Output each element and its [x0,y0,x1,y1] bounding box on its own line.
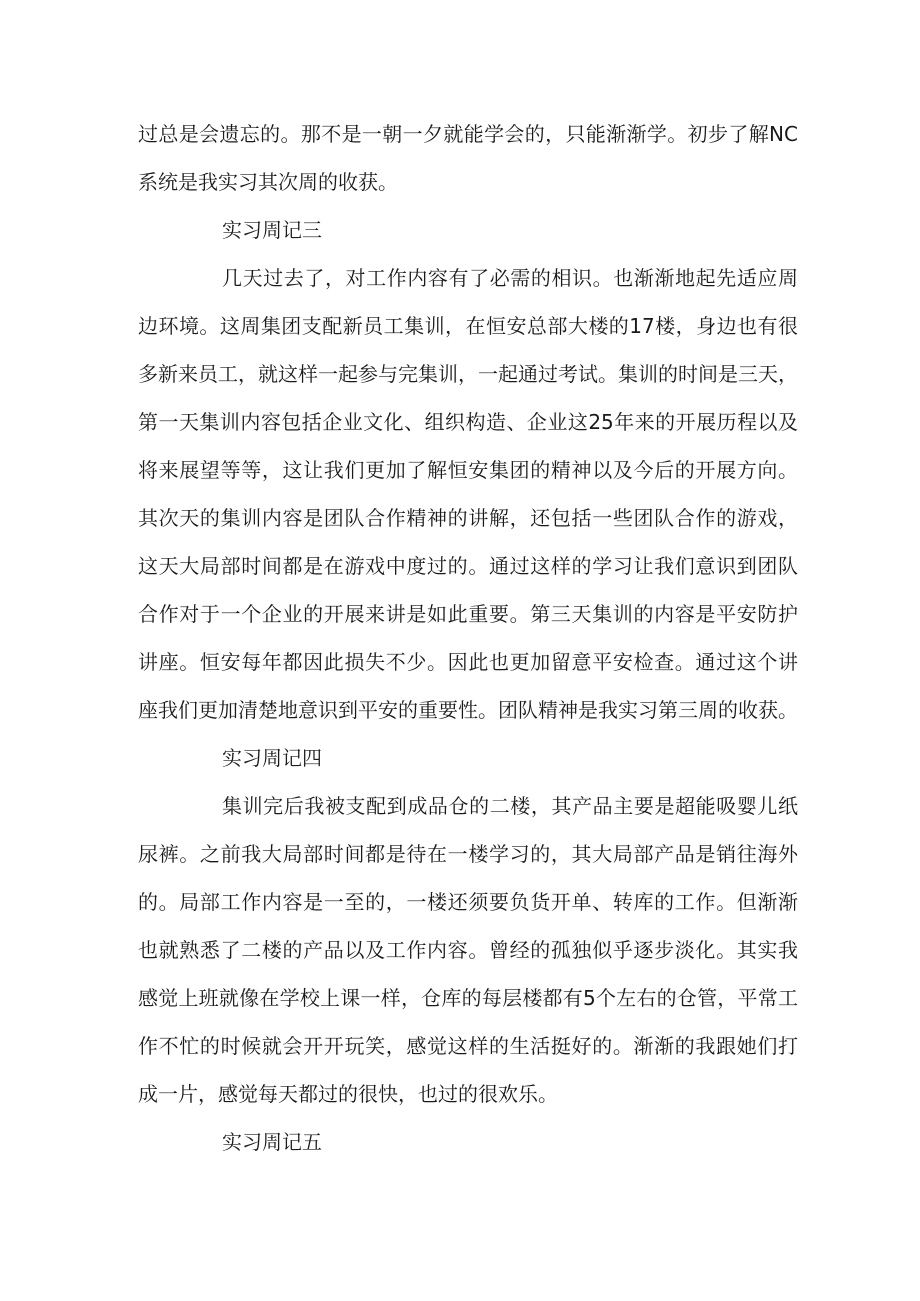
body-text-line: 集训完后我被支配到成品仓的二楼，其产品主要是超能吸婴儿纸 [222,794,798,818]
body-text-line: 尿裤。之前我大局部时间都是待在一楼学习的，其大局部产品是销往海外 [138,842,798,866]
body-text-line: 也就熟悉了二楼的产品以及工作内容。曾经的孤独似乎逐步淡化。其实我 [138,938,798,962]
body-text-line: 第一天集训内容包括企业文化、组织构造、企业这25年来的开展历程以及 [138,410,798,434]
body-text-line: 系统是我实习其次周的收获。 [138,170,398,194]
body-text-line: 作不忙的时候就会开开玩笑，感觉这样的生活挺好的。渐渐的我跟她们打 [138,1034,798,1058]
body-text-line: 这天大局部时间都是在游戏中度过的。通过这样的学习让我们意识到团队 [138,554,798,578]
section-heading-week-4: 实习周记四 [222,746,322,770]
body-text-line: 几天过去了，对工作内容有了必需的相识。也渐渐地起先适应周 [222,266,798,290]
body-text-line: 感觉上班就像在学校上课一样，仓库的每层楼都有5个左右的仓管，平常工 [138,986,798,1010]
body-text-line: 座我们更加清楚地意识到平安的重要性。团队精神是我实习第三周的收获。 [138,698,798,722]
body-text-line: 其次天的集训内容是团队合作精神的讲解，还包括一些团队合作的游戏， [138,506,798,530]
body-text-line: 将来展望等等，这让我们更加了解恒安集团的精神以及今后的开展方向。 [138,458,798,482]
section-heading-week-3: 实习周记三 [222,218,322,242]
body-text-line: 合作对于一个企业的开展来讲是如此重要。第三天集训的内容是平安防护 [138,602,798,626]
section-heading-week-5: 实习周记五 [222,1130,322,1154]
body-text-line: 成一片，感觉每天都过的很快，也过的很欢乐。 [138,1082,558,1106]
body-text-line: 多新来员工，就这样一起参与完集训，一起通过考试。集训的时间是三天， [138,362,798,386]
body-text-line: 的。局部工作内容是一至的，一楼还须要负货开单、转库的工作。但渐渐 [138,890,798,914]
body-text-line: 过总是会遗忘的。那不是一朝一夕就能学会的，只能渐渐学。初步了解NC [138,122,798,146]
body-text-line: 讲座。恒安每年都因此损失不少。因此也更加留意平安检查。通过这个讲 [138,650,798,674]
body-text-line: 边环境。这周集团支配新员工集训，在恒安总部大楼的17楼，身边也有很 [138,314,798,338]
